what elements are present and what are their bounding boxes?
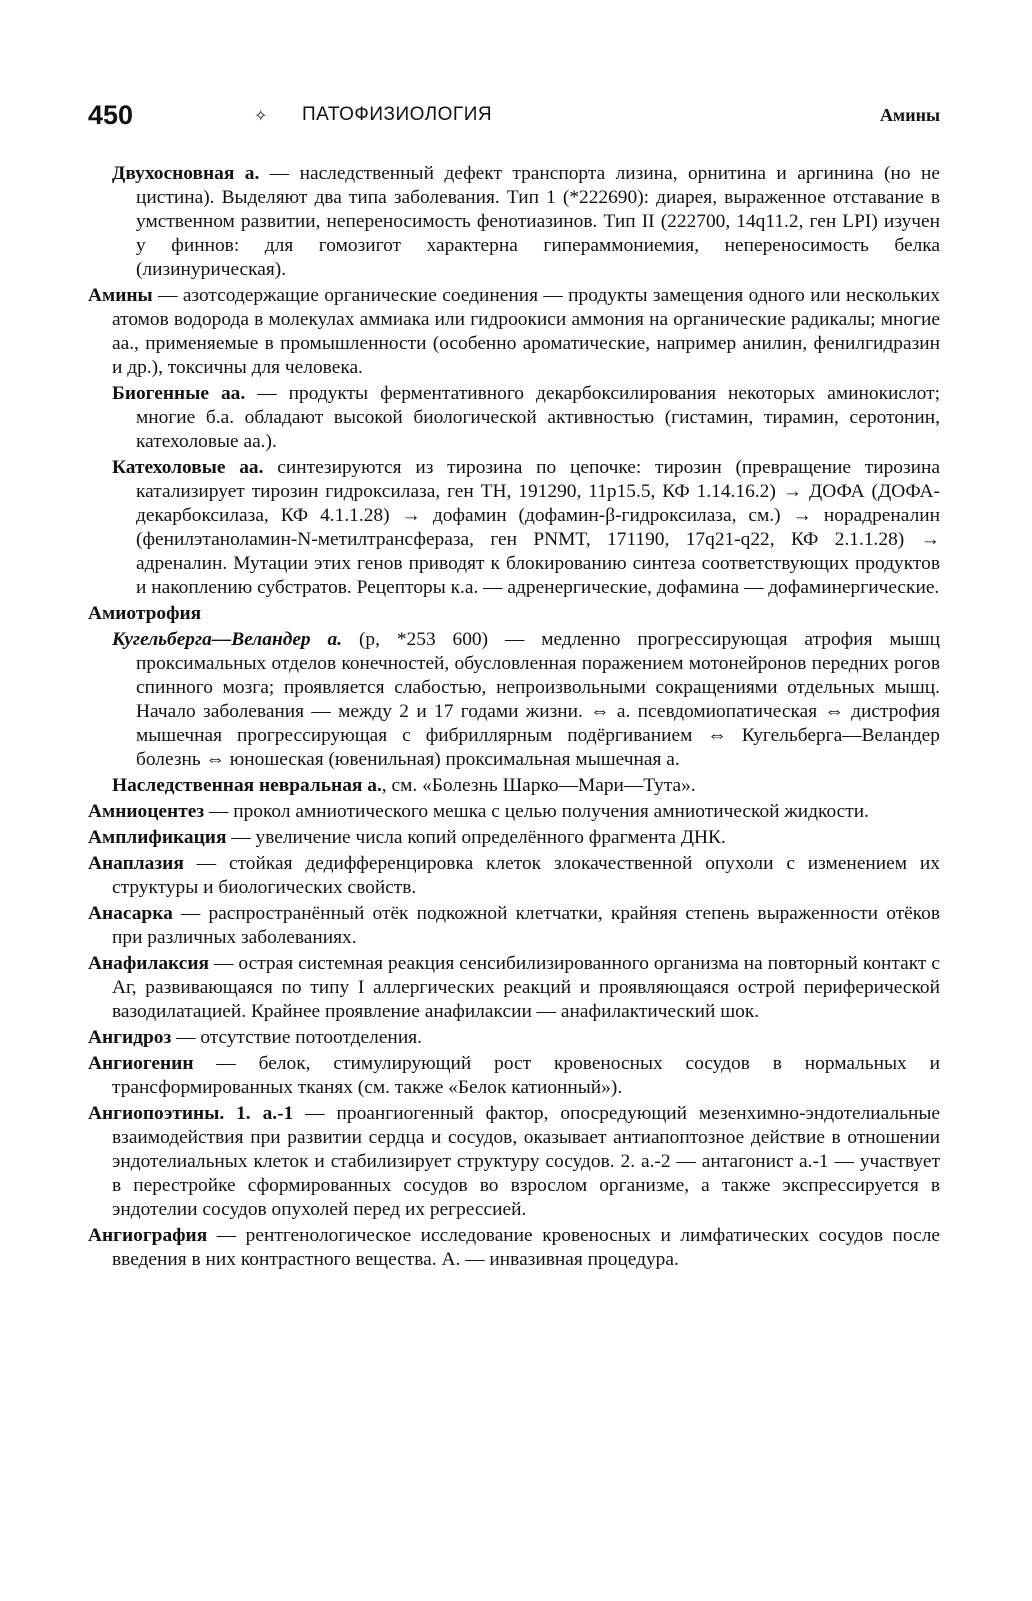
entry-text: — продукты ферментативного декарбоксилирования некоторых аминокислот; многие б.а. обладают высокой биологической активностью (гистамин, тирамин, серотонин, катехоловые аа.). xyxy=(136,383,940,452)
entry-term: Ангиография xyxy=(88,1225,208,1246)
entry-catecholamines xyxy=(88,456,940,600)
page-number: 450 xyxy=(88,100,134,130)
entry-text: (р, *253 600) — медленно прогрессирующая атрофия мышц проксимальных отделов конечностей, обусловленная поражением мотонейронов передних рогов спинного мозга; проявляется слабостью, непроизвольными сокращениями отдельных мышц. Начало заболевания — между 2 и 17 годами жизни. ⇔ а. псевдомиопатическая ⇔ дистрофия мышечная прогрессирующая с фибриллярным подёргиванием ⇔ Кугельберга—Веландер болезнь ⇔ юношеская (ювенильная) проксимальная мышечная а. xyxy=(136,629,941,770)
section-title: ПАТОФИЗИОЛОГИЯ xyxy=(302,104,493,125)
entry-text: синтезируются из тирозина по цепочке: тирозин (превращение тирозина катализирует тирозин гидроксилаза, ген TH, 191290, 11p15.5, КФ 1.14.16.2) → ДОФА (ДОФА-декарбоксилаза, КФ 4.1.1.28) → дофамин (дофамин-β-гидроксилаза, см.) → норадреналин (фенилэтаноламин-N-метилтрансфераза, ген PNMT, 171190, 17q21-q22, КФ 2.1.1.28) → адреналин. Мутации этих генов приводят к блокированию синтеза соответствующих продуктов и накоплению субстратов. Рецепторы к.а. — адренергические, дофамина — дофаминергические. xyxy=(136,457,940,598)
entry-term: Ангиогенин xyxy=(88,1053,194,1074)
entry-hereditary-neural xyxy=(88,774,940,798)
entry-term: Кугельберга—Веландер а. xyxy=(112,629,343,650)
entry-anaplasia xyxy=(88,852,940,900)
entry-term: Анафилаксия xyxy=(88,953,209,974)
entry-dibasic xyxy=(88,162,940,282)
entry-text: — увеличение числа копий определённого фрагмента ДНК. xyxy=(226,827,726,848)
entry-kugelberg-welander xyxy=(88,628,940,772)
entry-term: Амплификация xyxy=(88,827,227,848)
entry-anhidrosis xyxy=(88,1026,940,1050)
entry-term: Двухосновная а. xyxy=(112,163,260,184)
entry-anaphylaxis xyxy=(88,952,940,1024)
entry-text: — проангиогенный фактор, опосредующий мезенхимно-эндотелиальные взаимодействия при развитии сердца и сосудов, оказывает антиапоптозное действие в отношении эндотелиальных клеток и стабилизирует структуру сосудов. 2. а.-2 — антагонист а.-1 — участвует в перестройке сформированных сосудов во взрослом организме, а также экспрессируется в эндотелии сосудов опухолей перед их регрессией. xyxy=(112,1103,940,1220)
entry-term: Катехоловые аа. xyxy=(112,457,264,478)
entry-text: — стойкая дедифференцировка клеток злокачественной опухоли с изменением их структуры и биологических свойств. xyxy=(112,853,940,898)
page-header xyxy=(88,100,940,136)
entry-biogenic-amines xyxy=(88,382,940,454)
entry-anasarca xyxy=(88,902,940,950)
entry-text: — распространённый отёк подкожной клетчатки, крайняя степень выраженности отёков при различных заболеваниях. xyxy=(112,903,940,948)
entry-amplification xyxy=(88,826,940,850)
entry-amines xyxy=(88,284,940,380)
entry-text: — белок, стимулирующий рост кровеносных сосудов в нормальных и трансформированных тканях (см. также «Белок катионный»). xyxy=(112,1053,940,1098)
entry-term: Ангиопоэтины. 1. а.-1 xyxy=(88,1103,294,1124)
entry-term: Анасарка xyxy=(88,903,173,924)
entry-text: — прокол амниотического мешка с целью получения амниотической жидкости. xyxy=(204,801,869,822)
entry-term: Наследственная невральная а. xyxy=(112,775,382,796)
entry-amyotrophy xyxy=(88,602,940,626)
diamond-icon: ✧ xyxy=(254,108,268,125)
entry-text: — острая системная реакция сенсибилизированного организма на повторный контакт с Аг, развивающаяся по типу I аллергических реакций и проявляющаяся острой периферической вазодилатацией. Крайнее проявление анафилаксии — анафилактический шок. xyxy=(112,953,940,1022)
dictionary-body xyxy=(88,162,940,1274)
entry-text: , см. «Болезнь Шарко—Мари—Тута». xyxy=(381,775,696,796)
entry-angiogenin xyxy=(88,1052,940,1100)
entry-term: Анаплазия xyxy=(88,853,184,874)
entry-angiopoietins xyxy=(88,1102,940,1222)
entry-text: — отсутствие потоотделения. xyxy=(171,1027,422,1048)
entry-term: Амниоцентез xyxy=(88,801,205,822)
entry-text: — рентгенологическое исследование кровеносных и лимфатических сосудов после введения в них контрастного вещества. А. — инвазивная процедура. xyxy=(112,1225,940,1270)
entry-amniocentesis xyxy=(88,800,940,824)
entry-angiography xyxy=(88,1224,940,1272)
entry-text: — азотсодержащие органические соединения — продукты замещения одного или нескольких атомов водорода в молекулах аммиака или гидроокиси аммония на органические радикалы; многие аа., применяемые в промышленности (особенно ароматические, например анилин, фенилгидразин и др.), токсичны для человека. xyxy=(112,285,940,378)
entry-term: Амины xyxy=(88,285,153,306)
entry-term: Амиотрофия xyxy=(88,603,202,624)
entry-term: Биогенные аа. xyxy=(112,383,246,404)
running-head: Амины xyxy=(879,105,940,125)
entry-term: Ангидроз xyxy=(88,1027,172,1048)
entry-text: — наследственный дефект транспорта лизина, орнитина и аргинина (но не цистина). Выделяют два типа заболевания. Тип 1 (*222690): диарея, выраженное отставание в умственном развитии, непереносимость фенотиазинов. Тип II (222700, 14q11.2, ген LPI) изучен у финнов: для гомозигот характерна гипераммониемия, непереносимость белка (лизинурическая). xyxy=(136,163,940,280)
